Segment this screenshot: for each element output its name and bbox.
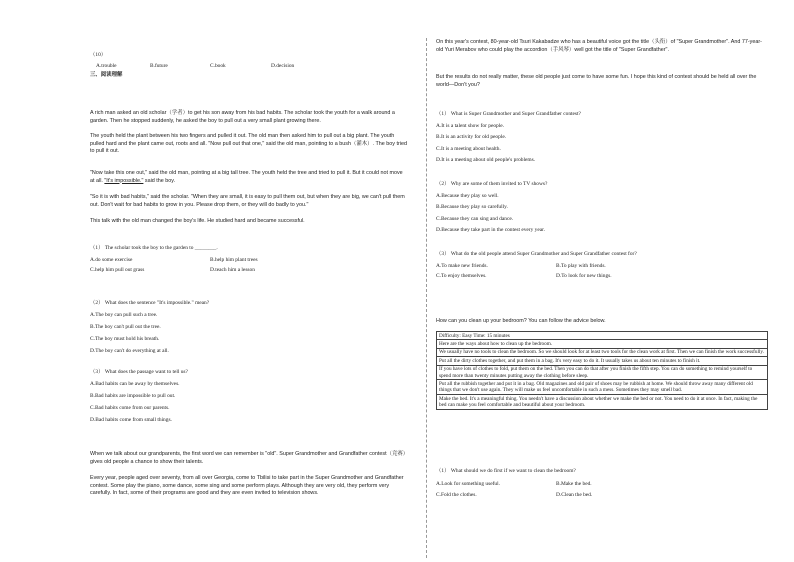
passage2-p2: Every year, people aged over seventy, from all over Georgia, come to Tbilisi to take part in the Super Grandmother and Grandfather contest. Some play the piano, some dance, some sing and some perform plays. Although they are very old, they perform very carefully. In fact, some of their programs are good and they are even invited to television shows. — [90, 475, 404, 497]
table-row: Difficulty: Easy Time: 15 minutes — [437, 332, 768, 340]
option: D.The boy can't do everything at all. — [90, 348, 169, 354]
option: B.The boy can't pull out the tree. — [90, 324, 161, 330]
section-heading: 三、阅读理解 — [90, 72, 123, 78]
option: C.To enjoy themselves. — [436, 273, 487, 279]
table-row: Put all the rubbish together and put it in a bag. Old magazines and old pair of shoes may be rubbish at home. We should throw away many different old things that we don't use again. They will make us feel uncomfortable in such a mess. Sometimes they may smell bad. — [437, 380, 768, 395]
option: A.To make new friends. — [436, 263, 488, 269]
passage1-p3: "Now take this one out," said the old man, pointing at a big tall tree. The youth held the tree and tried to pull it. But it could not move at all. "It's impossible." said the boy. — [90, 170, 403, 184]
passage1-p1: A rich man asked an old scholar（学者）to get his son away from his bad habits. The scholar took the youth for a walk around a garden. Then he stopped suddenly, he asked the boy to pull out a very small plant growing there. — [90, 110, 395, 124]
option: B.future — [150, 63, 168, 69]
passage2-p4: But the results do not really matter, these old people just come to have some fun. I hope this kind of contest should be held all over the world—Don't you? — [436, 74, 757, 88]
passage2-p3: On this year's contest, 80-year-old Tsuri Kakabadze who has a beautiful voice got the title（头衔）of "Super Grandmother". And 77-year-old Yuri Merabov who could play the accordion（手风琴）well got the title of "Super Grandfather". — [436, 39, 762, 53]
table-row: If you have lots of clothes to fold, put them on the bed. Then you can do that after you finish the fifth step. You can do something to remind yourself to spend more than twenty minutes putting away the clothing before sleep. — [437, 365, 768, 380]
option: B.Because they play so carefully. — [436, 204, 508, 210]
option: C.book — [210, 63, 226, 69]
question-stem: （1） What is Super Grandmother and Super Grandfather contest? — [436, 111, 581, 117]
q10-number: （10） — [90, 52, 107, 58]
advice-table — [436, 331, 768, 410]
question-stem: （3） What do the old people attend Super Grandmother and Super Grandfather contest for? — [436, 251, 637, 257]
passage2-p1: When we talk about our grandparents, the first word we can remember is "old". Super Grandmother and Grandfather contest（竞赛）gives old people a chance to show their talents. — [90, 451, 406, 465]
option: A.Bad habits can be away by themselves. — [90, 381, 180, 387]
option: A.trouble — [96, 63, 117, 69]
option: B.Bad habits are impossible to pull out. — [90, 393, 176, 399]
passage1-p4: "So it is with bad habits," said the scholar. "When they are small, it is easy to pull them out, but when they are big, we can't pull them out. Don't wait for bad habits to grow in you. Please drop them, or they will do badly to you." — [90, 194, 405, 208]
table-row: Here are the ways about how to clean up the bedroom. — [437, 340, 768, 348]
table-row: We usually have no tools to clean the bedroom. So we should look for at least two tools for the clean work at first. Then we can finish the work successfully. — [437, 348, 768, 356]
question-stem: （3） What does the passage want to tell us? — [90, 369, 188, 375]
table-row: Make the bed. It's a meaningful thing. You needn't have a discussion about whether we make the bed or not. You need to do it at once. In fact, making the bed can make you feel comfortable and beautiful about your bedroom. — [437, 395, 768, 410]
underlined-quote: "It's impossible." — [104, 177, 144, 184]
option: C.It is a meeting about health. — [436, 146, 501, 152]
option: A.do some exercise — [90, 257, 133, 263]
option: D.Because they take part in the contest every year. — [436, 227, 545, 233]
question-stem: （2） Why are some of them invited to TV shows? — [436, 181, 548, 187]
advice-intro: How can you clean up your bedroom? You can follow the advice below. — [436, 318, 606, 324]
option: A.The boy can pull such a tree. — [90, 312, 158, 318]
option: D.It is a meeting about old people's problems. — [436, 157, 536, 163]
option: D.To look for new things. — [556, 273, 612, 279]
option: D.teach him a lesson — [210, 267, 255, 273]
option: C.help him pull out grass — [90, 267, 145, 273]
passage1-p2: The youth held the plant between his two fingers and pulled it out. The old man then asked him to pull out a big plant. The youth pulled hard and the plant came out, roots and all. "Now pull out that one," said the old man, pointing to a bush（灌木）. The boy tried to pull it out. — [90, 133, 407, 155]
table-row: Put all the dirty clothes together, and put them in a bag. It's very easy to do it. It usually takes us about ten minutes to finish it. — [437, 357, 768, 365]
option: C.Bad habits come from our parents. — [90, 405, 170, 411]
option: D.Clean the bed. — [556, 492, 593, 498]
option: A.Look for something useful. — [436, 481, 500, 487]
option: C.Because they can sing and dance. — [436, 216, 514, 222]
question-stem: （2） What does the sentence "It's impossible." mean? — [90, 300, 210, 306]
question-stem: （1） What should we do first if we want to clean the bedroom? — [436, 468, 576, 474]
option: B.It is an activity for old people. — [436, 134, 507, 140]
passage1-p5: This talk with the old man changed the boy's life. He studied hard and became successful. — [90, 218, 305, 224]
option: A.It is a talent show for people. — [436, 123, 504, 129]
option: D.decision — [271, 63, 295, 69]
option: B.help him plant trees — [210, 257, 258, 263]
option: D.Bad habits come from small things. — [90, 417, 172, 423]
column-divider — [426, 38, 427, 558]
option: A.Because they play so well. — [436, 193, 499, 199]
option: B.Make the bed. — [556, 481, 592, 487]
option: B.To play with friends. — [556, 263, 606, 269]
option: C.Fold the clothes. — [436, 492, 477, 498]
question-stem: （1） The scholar took the boy to the garden to ________. — [90, 245, 218, 251]
option: C.The boy must hold his breath. — [90, 336, 160, 342]
